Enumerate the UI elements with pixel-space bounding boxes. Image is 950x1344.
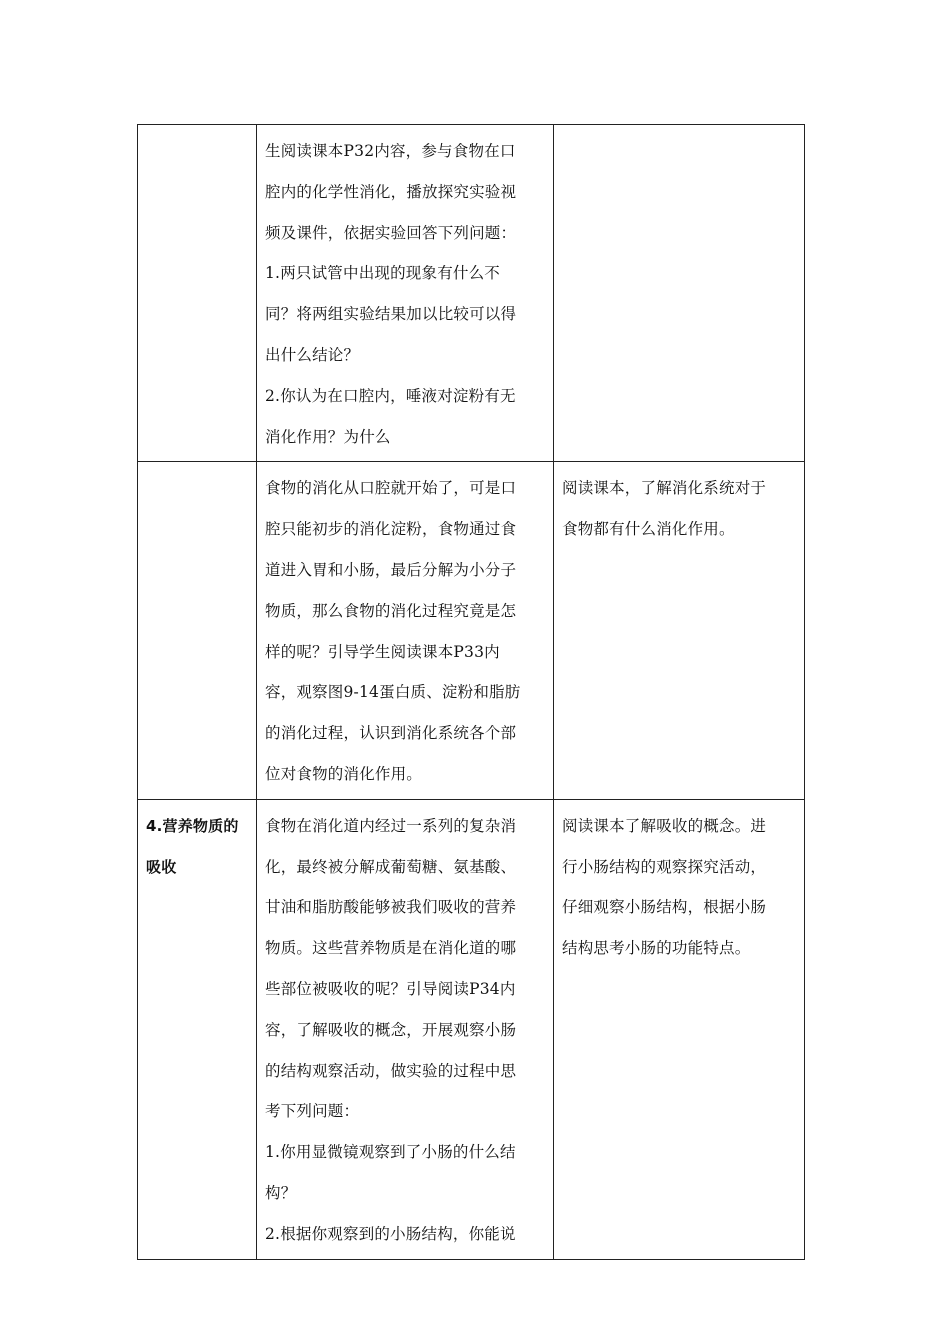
lesson-plan-table [137, 124, 805, 1260]
student-activity-text: 阅读课本，了解消化系统对于 食物都有什么消化作用。 [562, 479, 767, 539]
student-activity-cell [554, 462, 805, 799]
teacher-activity-text: 生阅读课本P32内容，参与食物在口 腔内的化学性消化，播放探究实验视 频及课件，依据实验回答下列问题： 1.两只试管中出现的现象有什么不 同？将两组实验结果加以比较可以得 出什么结论？ 2.你认为在口腔内，唾液对淀粉有无 消化作用？为什么 [265, 142, 517, 446]
table-row [138, 799, 805, 1259]
section-cell [138, 462, 257, 799]
section-cell [138, 125, 257, 462]
student-activity-cell [554, 125, 805, 462]
teacher-activity-text: 食物的消化从口腔就开始了，可是口 腔只能初步的消化淀粉，食物通过食 道进入胃和小肠，最后分解为小分子 物质，那么食物的消化过程究竟是怎 样的呢？引导学生阅读课本P33内 容，观察图9-14蛋白质、淀粉和脂肪 的消化过程，认识到消化系统各个部 位对食物的消化作用。 [265, 479, 521, 783]
table-row [138, 462, 805, 799]
section-title: 4.营养物质的 吸收 [146, 816, 239, 876]
student-activity-cell [554, 799, 805, 1259]
table-row [138, 125, 805, 462]
teacher-activity-cell [257, 125, 554, 462]
teacher-activity-cell [257, 462, 554, 799]
section-cell [138, 799, 257, 1259]
student-activity-text: 阅读课本了解吸收的概念。进 行小肠结构的观察探究活动， 仔细观察小肠结构，根据小肠 结构思考小肠的功能特点。 [562, 816, 767, 958]
teacher-activity-cell [257, 799, 554, 1259]
teacher-activity-text: 食物在消化道内经过一系列的复杂消 化，最终被分解成葡萄糖、氨基酸、 甘油和脂肪酸能够被我们吸收的营养 物质。这些营养物质是在消化道的哪 些部位被吸收的呢？引导阅读P34内 容，了解吸收的概念，开展观察小肠 的结构观察活动，做实验的过程中思 考下列问题： 1.你用显微镜观察到了小肠的什么结 构？ 2.根据你观察到的小肠结构，你能说 [265, 816, 517, 1243]
